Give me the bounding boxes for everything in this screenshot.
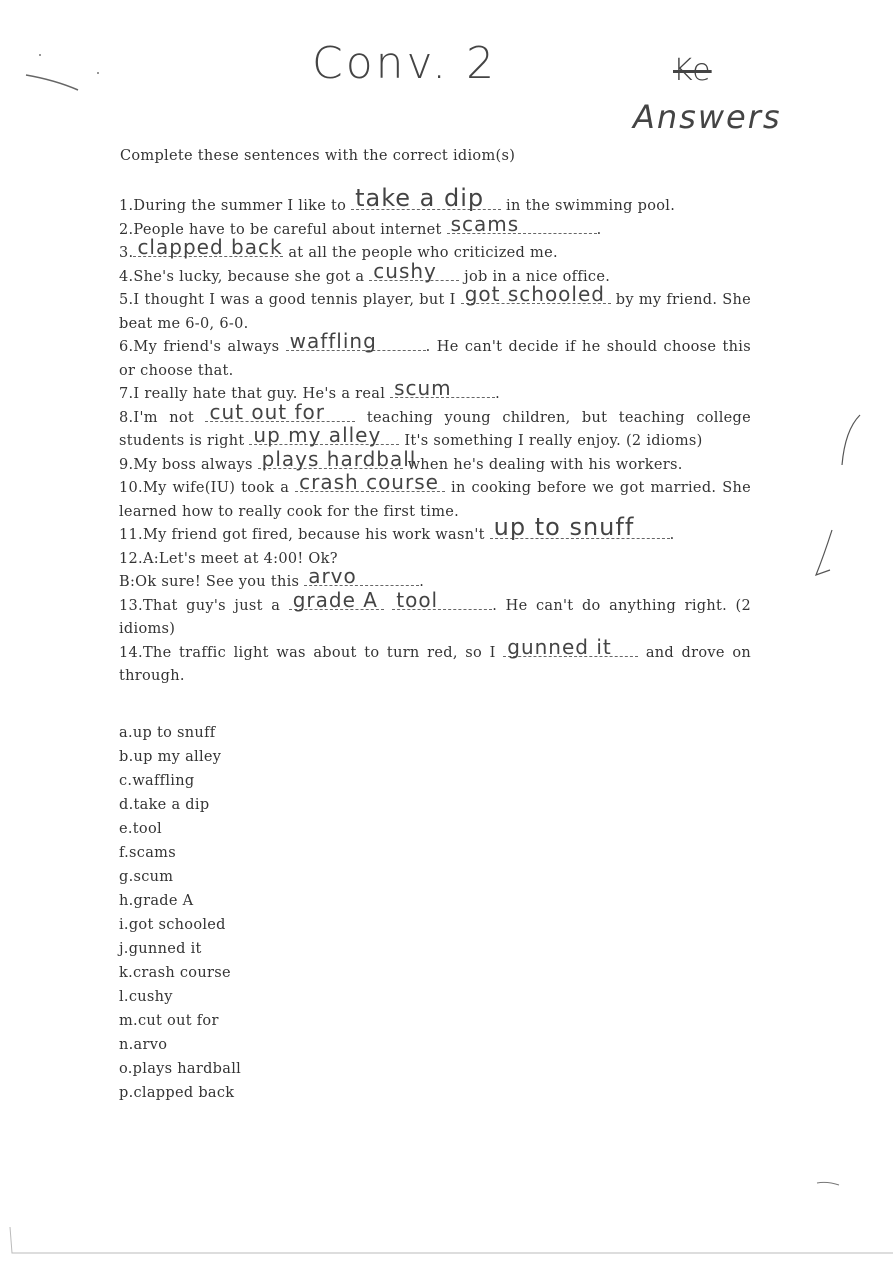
- question-3: 3. clapped back at all the people who criticized me.: [119, 235, 558, 261]
- pen-mark-right-2: [810, 520, 850, 580]
- answer-blank: [258, 446, 417, 471]
- choice-item: c.waffling: [119, 773, 195, 789]
- answer-blank: [286, 329, 426, 353]
- choice-item: m.cut out for: [119, 1013, 219, 1029]
- answer-blank: [289, 587, 384, 612]
- answer-blank: [304, 564, 419, 588]
- choice-item: o.plays hardball: [119, 1061, 242, 1077]
- pen-mark-top-left: [20, 45, 110, 105]
- choice-item: n.arvo: [119, 1037, 168, 1053]
- pen-mark-bottom-right: [815, 1175, 845, 1195]
- answer-blank: [295, 470, 445, 494]
- question-7: 7.I really hate that guy. He's a real scum .: [119, 376, 500, 402]
- answer-blank: [133, 235, 283, 259]
- handwritten-answer: cushy: [373, 258, 437, 283]
- choice-item: a.up to snuff: [119, 725, 216, 741]
- page-edge-line: [0, 1225, 893, 1260]
- answers-label: Answers: [633, 98, 782, 136]
- handwritten-answer: crash course: [299, 470, 439, 494]
- answer-blank-2: [392, 587, 492, 612]
- question-10: 10.My wife(IU) took a crash course in cooking before we got married. She learned how to really cook for the first time.: [119, 470, 751, 520]
- answer-blank: [369, 258, 459, 283]
- handwritten-answer: arvo: [308, 564, 357, 588]
- choice-item: i.got schooled: [119, 917, 226, 933]
- answer-blank: [390, 376, 495, 400]
- handwritten-answer: cut out for: [209, 399, 325, 424]
- handwritten-answer: grade A: [292, 587, 378, 612]
- choice-item: e.tool: [119, 821, 162, 837]
- handwritten-answer: gunned it: [507, 634, 612, 659]
- handwritten-answer: scum: [394, 376, 452, 400]
- choice-item: k.crash course: [119, 965, 231, 981]
- choice-item: g.scum: [119, 869, 174, 885]
- question-9: 9.My boss always plays hardball when he's dealing with his workers.: [119, 446, 683, 473]
- answer-blank: [490, 513, 670, 541]
- question-list: [119, 184, 752, 689]
- question-2: 2.People have to be careful about internet scams .: [119, 211, 602, 238]
- answer-blank: [351, 184, 501, 212]
- handwritten-answer: waffling: [289, 329, 377, 353]
- choice-item: b.up my alley: [119, 749, 222, 765]
- question-4: 4.She's lucky, because she got a cushy job in a nice office.: [119, 258, 611, 285]
- handwritten-answer: tool: [396, 587, 439, 612]
- question-8: 8.I'm not cut out for teaching young children, but teaching college students is right up my alley It's something I really enjoy. (2 idioms): [119, 399, 751, 449]
- question-1: 1.During the summer I like to take a dip in the swimming pool.: [119, 184, 676, 214]
- choice-item: d.take a dip: [119, 797, 210, 813]
- idiom-choice-list: [119, 721, 241, 1105]
- handwritten-answer: up my alley: [253, 423, 382, 447]
- answer-blank-2: [249, 423, 399, 447]
- struck-out-word: Ke: [673, 53, 712, 88]
- handwritten-answer: up to snuff: [493, 513, 635, 541]
- handwritten-answer: got schooled: [464, 282, 605, 306]
- question-5: 5.I thought I was a good tennis player, but I got schooled by my friend. She beat me 6-0, 6-0.: [119, 282, 751, 332]
- choice-item: h.grade A: [119, 893, 194, 909]
- choice-item: f.scams: [119, 845, 176, 861]
- handwritten-answer: clapped back: [137, 235, 283, 259]
- handwritten-answer: scams: [450, 211, 520, 236]
- question-12b: B:Ok sure! See you this arvo .: [119, 564, 425, 590]
- question-11: 11.My friend got fired, because his work wasn't up to snuff .: [119, 513, 675, 543]
- question-14: 14.The traffic light was about to turn red, so I gunned it and drove on through.: [119, 634, 751, 684]
- question-6: 6.My friend's always waffling . He can't decide if he should choose this or choose that.: [119, 329, 751, 379]
- instructions: Complete these sentences with the correct idiom(s): [120, 148, 516, 164]
- question-12a: 12.A:Let's meet at 4:00! Ok?: [119, 550, 338, 567]
- answer-blank: [461, 282, 611, 306]
- answer-blank: [503, 634, 638, 659]
- handwritten-title: Conv. 2: [312, 38, 498, 89]
- answer-blank: [447, 211, 597, 236]
- question-13: 13.That guy's just a grade A tool . He can't do anything right. (2 idioms): [119, 587, 752, 637]
- handwritten-answer: take a dip: [355, 184, 485, 212]
- choice-item: p.clapped back: [119, 1085, 235, 1101]
- choice-item: l.cushy: [119, 989, 173, 1005]
- handwritten-answer: plays hardball: [261, 446, 417, 471]
- answer-blank: [205, 399, 355, 424]
- pen-mark-right-1: [830, 410, 870, 470]
- choice-item: j.gunned it: [119, 941, 202, 957]
